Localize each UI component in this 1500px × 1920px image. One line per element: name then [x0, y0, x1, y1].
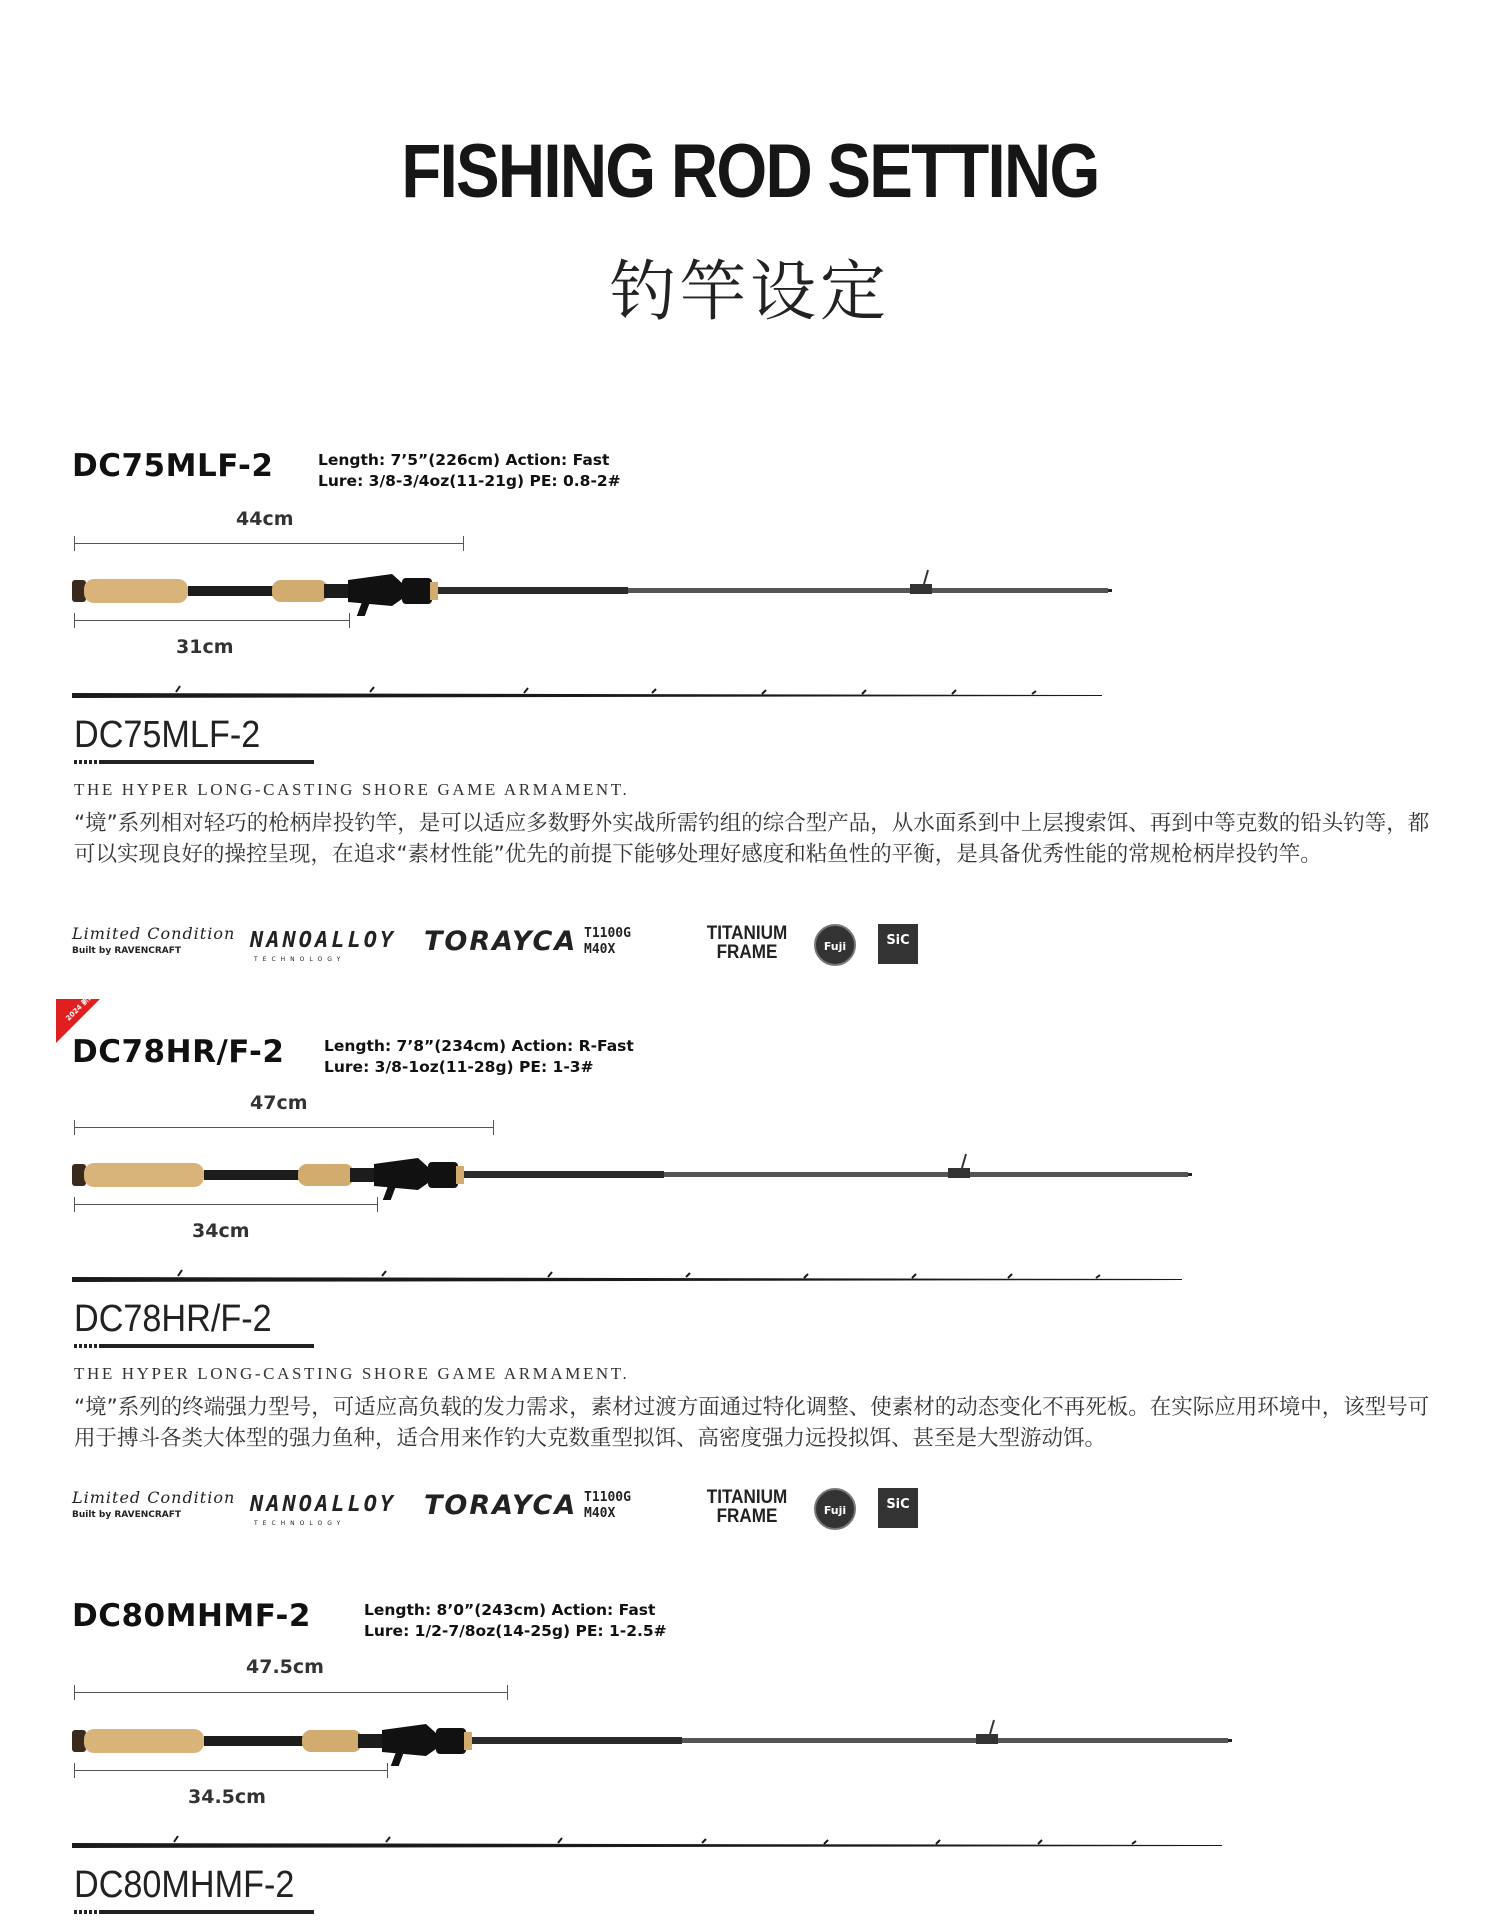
name-underline	[74, 1910, 314, 1914]
dimension-top-line	[74, 543, 464, 544]
product-name: DC78HR/F-2	[74, 1298, 272, 1340]
new-badge-text: 2024 新品	[64, 991, 96, 1023]
spec-lure-pe: Lure: 3/8-3/4oz(11-21g) PE: 0.8-2#	[318, 472, 621, 490]
rod-image	[72, 1146, 1192, 1200]
rod-image	[72, 562, 1112, 616]
dimension-bottom-line	[74, 620, 350, 621]
product-tagline: THE HYPER LONG-CASTING SHORE GAME ARMAMENT.	[74, 780, 630, 799]
t1100g-logo: T1100G	[584, 1490, 631, 1505]
page-title: FISHING ROD SETTING	[401, 129, 1099, 214]
name-underline	[74, 1344, 314, 1348]
spec-lure-pe: Lure: 3/8-1oz(11-28g) PE: 1-3#	[324, 1058, 594, 1076]
m40x-logo: M40X	[584, 942, 616, 957]
dimension-bottom-label: 34.5cm	[188, 1786, 266, 1808]
torayca-logo: TORAYCA	[424, 1490, 578, 1521]
t1100g-logo: T1100G	[584, 926, 631, 941]
name-underline	[74, 760, 314, 764]
product-code: DC80MHMF-2	[72, 1598, 311, 1634]
nanoalloy-logo: NANOALLOY	[250, 928, 397, 953]
product-name: DC80MHMF-2	[74, 1864, 295, 1906]
dimension-top-line	[74, 1127, 494, 1128]
product-code: DC78HR/F-2	[72, 1034, 285, 1070]
nanoalloy-technology-text: TECHNOLOGY	[254, 1520, 346, 1527]
ravencraft-logo: Built by RAVENCRAFT	[72, 946, 182, 956]
spec-length-action: Length: 8’0”(243cm) Action: Fast	[364, 1601, 656, 1619]
spec-length-action: Length: 7’5”(226cm) Action: Fast	[318, 451, 610, 469]
dimension-top-label: 47.5cm	[246, 1656, 324, 1678]
limited-condition-logo: Limited Condition	[72, 1488, 236, 1507]
product-description: “境”系列相对轻巧的枪柄岸投钓竿，是可以适应多数野外实战所需钓组的综合型产品，从水面系到中上层搜索饵、再到中等克数的铅头钓等，都可以实现良好的操控呈现，在追求“素材性能”优先的前提下能够处理好感度和粘鱼性的平衡，是具备优秀性能的常规枪柄岸投钓竿。	[74, 811, 1430, 867]
page-subtitle: 钓竿设定	[610, 253, 890, 330]
dimension-top-label: 44cm	[236, 508, 294, 530]
product-spec	[364, 1600, 667, 1642]
product-tagline: THE HYPER LONG-CASTING SHORE GAME ARMAMENT.	[74, 1364, 630, 1383]
dimension-top-line	[74, 1692, 508, 1693]
rod-section-image	[72, 1834, 1222, 1850]
titanium-frame-logo: TITANIUM FRAME	[706, 1487, 788, 1527]
rod-section-image	[72, 1268, 1182, 1284]
rod-section-image	[72, 684, 1102, 700]
nanoalloy-technology-text: TECHNOLOGY	[254, 956, 346, 963]
ravencraft-logo: Built by RAVENCRAFT	[72, 1510, 182, 1520]
product-description: “境”系列的终端强力型号，可适应高负载的发力需求，素材过渡方面通过特化调整、使素材的动态变化不再死板。在实际应用环境中，该型号可用于搏斗各类大体型的强力鱼种，适合用来作钓大克数重型拟饵、高密度强力远投拟饵、甚至是大型游动饵。	[74, 1395, 1430, 1451]
dimension-bottom-label: 34cm	[192, 1220, 250, 1242]
product-spec	[324, 1036, 634, 1078]
product-spec	[318, 450, 621, 492]
dimension-bottom-line	[74, 1770, 388, 1771]
fuji-logo: Fuji	[814, 1488, 856, 1530]
spec-length-action: Length: 7’8”(234cm) Action: R-Fast	[324, 1037, 634, 1055]
product-name: DC75MLF-2	[74, 714, 261, 756]
fuji-logo: Fuji	[814, 924, 856, 966]
nanoalloy-logo: NANOALLOY	[250, 1492, 397, 1517]
sic-logo: SiC	[878, 1488, 918, 1528]
technology-logos	[72, 922, 952, 972]
sic-logo: SiC	[878, 924, 918, 964]
technology-logos	[72, 1486, 952, 1536]
dimension-bottom-label: 31cm	[176, 636, 234, 658]
titanium-frame-logo: TITANIUM FRAME	[706, 923, 788, 963]
dimension-bottom-line	[74, 1204, 378, 1205]
spec-lure-pe: Lure: 1/2-7/8oz(14-25g) PE: 1-2.5#	[364, 1622, 667, 1640]
rod-image	[72, 1712, 1232, 1766]
torayca-logo: TORAYCA	[424, 926, 578, 957]
product-code: DC75MLF-2	[72, 448, 274, 484]
limited-condition-logo: Limited Condition	[72, 924, 236, 943]
dimension-top-label: 47cm	[250, 1092, 308, 1114]
m40x-logo: M40X	[584, 1506, 616, 1521]
